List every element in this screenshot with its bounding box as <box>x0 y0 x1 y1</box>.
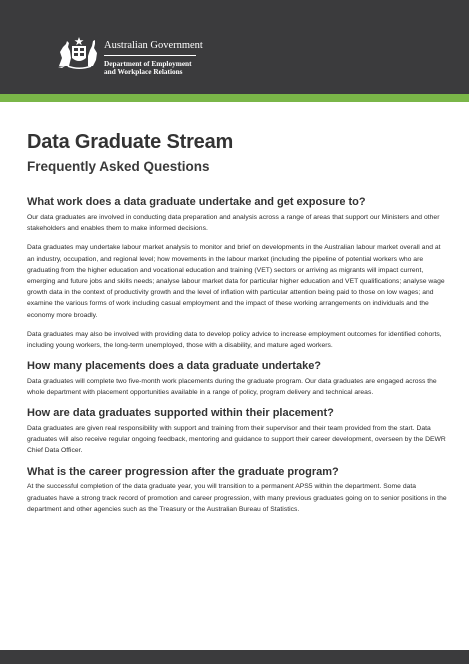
coat-of-arms-icon <box>55 36 105 70</box>
page-header <box>0 0 469 94</box>
government-branding <box>104 41 203 76</box>
page-footer-bar <box>0 650 469 664</box>
section-paragraph: Our data graduates are involved in conducting data preparation and analysis across a range of areas that support our Ministers and other stakeholders and enables them to make informed decisions. <box>27 213 440 233</box>
faq-section <box>27 407 447 456</box>
government-name: Australian Government <box>104 40 203 51</box>
section-paragraph: Data graduates may also be involved with providing data to develop policy advice to increase employment outcomes for identified cohorts, including young workers, the long-term unemployed, those with a disability, and mature aged workers. <box>27 330 442 349</box>
faq-section <box>27 466 447 515</box>
header-accent-bar <box>0 94 469 102</box>
section-heading: How many placements does a data graduate undertake? <box>27 360 322 373</box>
section-paragraph: Data graduates may undertake labour market analysis to monitor and brief on developments in the Australian labour market overall and at an industry, occupation, and regional level; how movements in the labour market (including the pipeline of potential workers who are graduating from the higher education and vocational education and training (VET) sectors or arriving as migrants will impact current, emerging and future jobs and skills needs; analyse labour market data for particular higher education and VET qualifications; analyse wage growth data in the context of productivity growth and the level of inflation with particular attention being paid to those on low wages; and examine the various forms of work including casual employment and the impact of these working arrangements on individuals and the economy more broadly. <box>27 244 445 319</box>
page-title: Data Graduate Stream <box>27 131 234 153</box>
section-paragraph: Data graduates are given real responsibility with support and training from their supervisor and their team provided from the start. Data graduates will also receive regular ongoing feedback, mentoring and guidance to support their career development, overseen by the DEWR Chief Data Officer. <box>27 425 446 455</box>
page-subtitle: Frequently Asked Questions <box>27 159 210 174</box>
department-name: Department of Employment and Workplace Relations <box>104 58 192 76</box>
faq-section <box>27 196 447 351</box>
faq-section <box>27 360 447 398</box>
section-paragraph: Data graduates will complete two five-month work placements during the graduate program. Our data graduates are engaged across the whole department with placement opportunities available in a range of policy, program delivery and technical areas. <box>27 377 437 397</box>
branding-divider <box>104 55 196 56</box>
section-paragraph: At the successful completion of the data graduate year, you will transition to a permanent APS5 within the department. Some data graduates have a strong track record of promotion and career progression, with many previous graduates going on to senior positions in the department and other agencies such as the Treasury or the Australian Bureau of Statistics. <box>27 483 447 513</box>
section-heading: What is the career progression after the graduate program? <box>27 465 339 478</box>
section-heading: How are data graduates supported within their placement? <box>27 407 334 420</box>
document-body <box>27 130 447 515</box>
section-heading: What work does a data graduate undertake and get exposure to? <box>27 196 366 209</box>
